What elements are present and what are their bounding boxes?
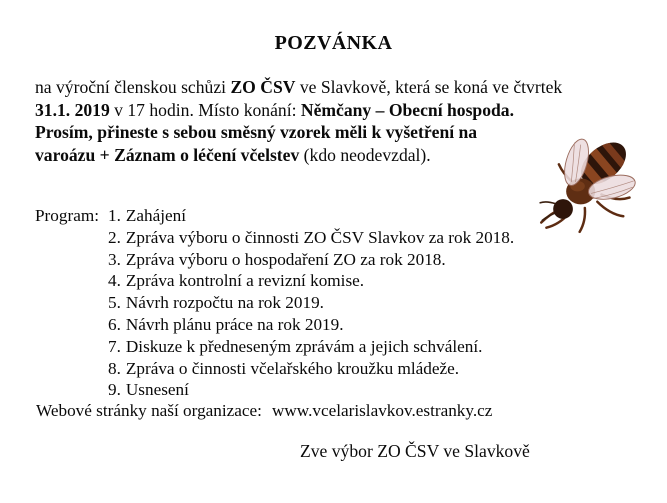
item-number: 7. [108, 336, 121, 356]
item-text: Zpráva kontrolní a revizní komise. [125, 271, 365, 291]
intro-text-bold: varoázu + Záznam o léčení včelstev [35, 145, 300, 166]
intro-text: na výroční členskou schůzi [35, 77, 231, 97]
item-number: 6. [108, 314, 121, 334]
program-item [108, 205, 514, 227]
bee-head [553, 199, 573, 219]
meeting-date: 31.1. 2019 [35, 99, 110, 120]
intro-text: (kdo neodevzdal). [299, 145, 431, 166]
intro-text-bold: ZO ČSV [230, 77, 296, 97]
website-label: Webové stránky naší organizace: [36, 401, 262, 420]
item-number: 4. [108, 271, 121, 291]
item-text: Zpráva výboru o činnosti ZO ČSV Slavkov za rok 2018. [125, 227, 515, 247]
signature-line: Zve výbor ZO ČSV ve Slavkově [300, 441, 530, 461]
intro-text: ve Slavkově, která se koná ve čtvrtek [295, 77, 563, 97]
program-item [108, 358, 514, 380]
program-item [108, 249, 514, 271]
item-number: 3. [108, 249, 121, 269]
website-url: www.vcelarislavkov.estranky.cz [271, 401, 493, 420]
document-title: POZVÁNKA [274, 32, 393, 54]
program-list [108, 205, 514, 401]
item-text: Diskuze k předneseným zprávám a jejich schválení. [125, 336, 483, 356]
program-item [108, 227, 514, 249]
meeting-place: Němčany – Obecní hospoda. [300, 99, 514, 120]
program-label: Program: [35, 206, 99, 225]
intro-text: v 17 hodin. Místo konání: [109, 99, 301, 120]
item-text: Návrh plánu práce na rok 2019. [125, 314, 344, 334]
item-number: 2. [108, 227, 121, 247]
item-number: 8. [108, 358, 121, 378]
program-item [108, 336, 514, 358]
website-line [36, 401, 492, 421]
item-text: Usnesení [125, 380, 189, 400]
item-number: 5. [108, 293, 121, 313]
bee-icon [537, 128, 641, 236]
item-text: Zpráva o činnosti včelařského kroužku mládeže. [125, 358, 460, 378]
intro-text-bold: Prosím, přineste s sebou směsný vzorek měli k vyšetření na [35, 122, 478, 143]
program-item [108, 379, 514, 401]
program-item [108, 292, 514, 314]
item-text: Zpráva výboru o hospodaření ZO za rok 2018. [125, 249, 446, 269]
item-number: 9. [108, 380, 121, 400]
item-number: 1. [108, 206, 121, 225]
item-text: Návrh rozpočtu na rok 2019. [125, 293, 324, 313]
program-section [35, 205, 514, 401]
program-item [108, 270, 514, 292]
item-text: Zahájení [125, 206, 187, 225]
program-item [108, 314, 514, 336]
